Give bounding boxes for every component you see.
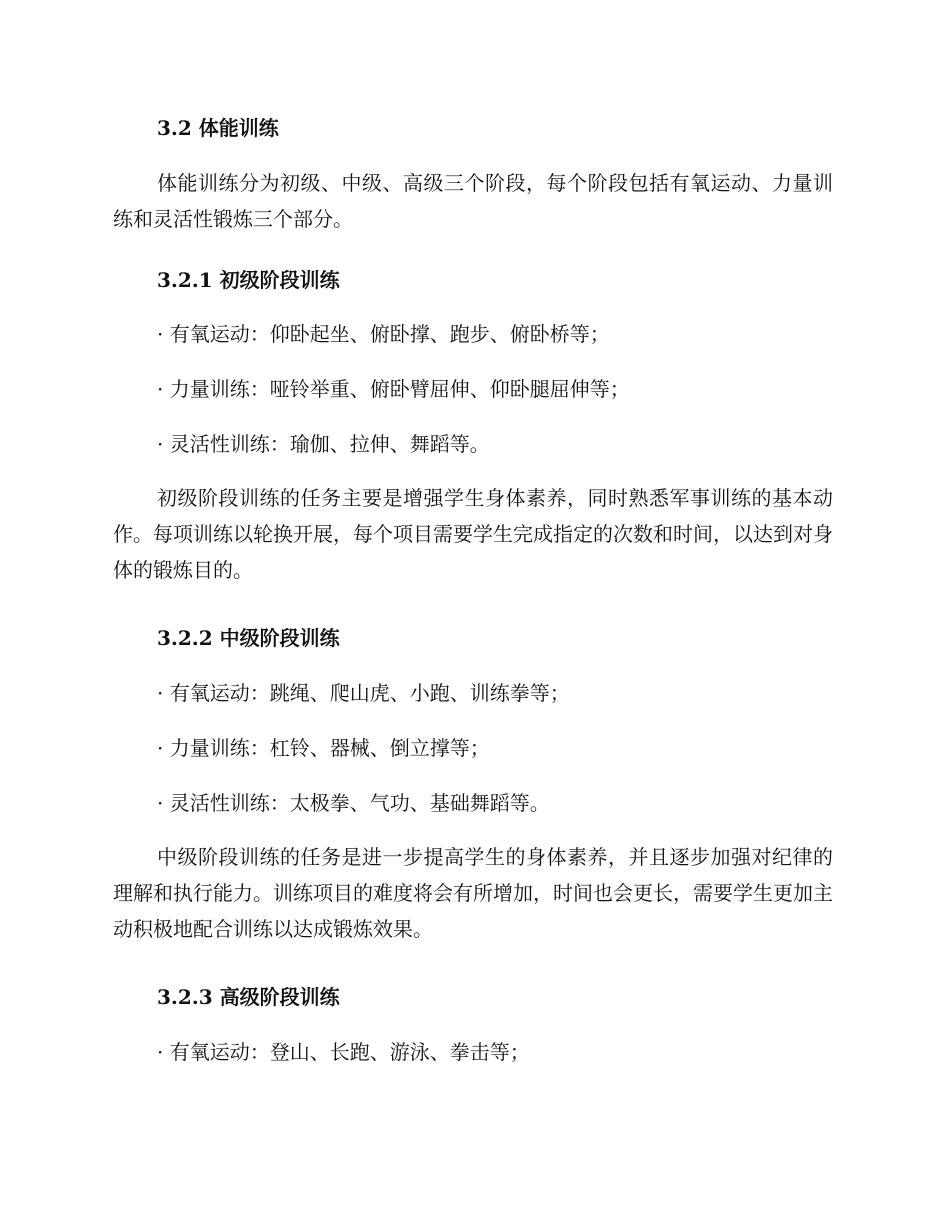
list-item: · 有氧运动：登山、长跑、游泳、拳击等； [157, 1040, 530, 1064]
list-item: · 力量训练：哑铃举重、俯卧臂屈伸、仰卧腿屈伸等； [157, 377, 630, 401]
section-intro-paragraph: 体能训练分为初级、中级、高级三个阶段，每个阶段包括有氧运动、力量训练和灵活性锻炼三个部分。 [113, 171, 833, 231]
stage-heading-advanced: 3.2.3 高级阶段训练 [157, 985, 340, 1009]
list-item: · 力量训练：杠铃、器械、倒立撑等； [157, 736, 490, 760]
list-item: · 有氧运动：跳绳、爬山虎、小跑、训练拳等； [157, 681, 570, 705]
list-item: · 灵活性训练：瑜伽、拉伸、舞蹈等。 [157, 432, 490, 456]
stage-heading-intermediate: 3.2.2 中级阶段训练 [157, 626, 340, 650]
section-heading: 3.2 体能训练 [157, 116, 279, 140]
stage-heading-beginner: 3.2.1 初级阶段训练 [157, 268, 340, 292]
stage-paragraph-intermediate: 中级阶段训练的任务是进一步提高学生的身体素养，并且逐步加强对纪律的理解和执行能力。训练项目的难度将会有所增加，时间也会更长，需要学生更加主动积极地配合训练以达成锻炼效果。 [113, 845, 833, 941]
stage-paragraph-beginner: 初级阶段训练的任务主要是增强学生身体素养，同时熟悉军事训练的基本动作。每项训练以轮换开展，每个项目需要学生完成指定的次数和时间，以达到对身体的锻炼目的。 [113, 486, 833, 582]
list-item: · 有氧运动：仰卧起坐、俯卧撑、跑步、俯卧桥等； [157, 322, 610, 346]
list-item: · 灵活性训练：太极拳、气功、基础舞蹈等。 [157, 791, 550, 815]
